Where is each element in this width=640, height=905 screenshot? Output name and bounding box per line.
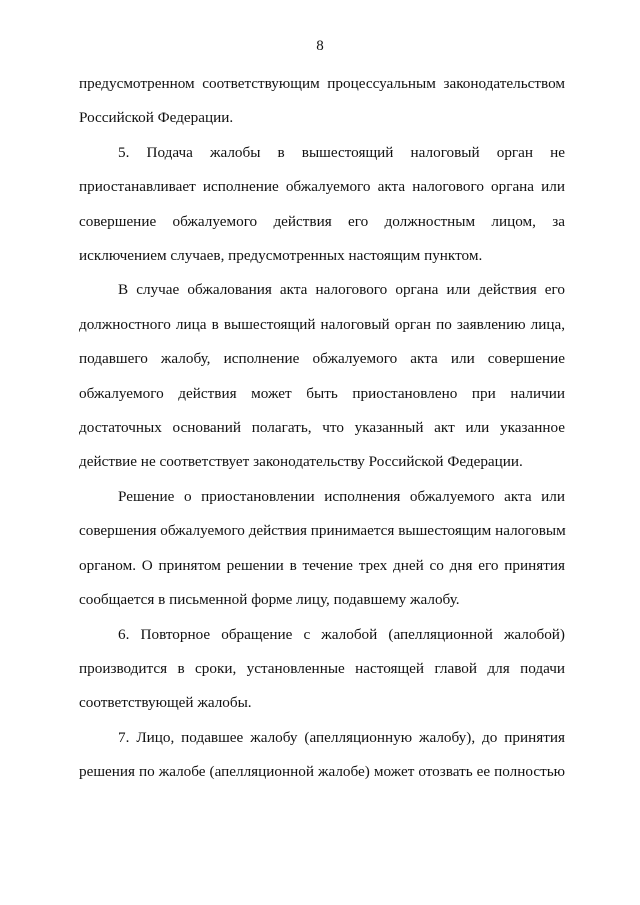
- text-line: предусмотренном соответствующим процессуальным законодательством: [79, 75, 565, 92]
- text-line: Российской Федерации.: [79, 109, 234, 127]
- text-line: обжалуемого действия может быть приостановлено при наличии: [79, 384, 565, 402]
- text-line: совершения обжалуемого действия принимается вышестоящим налоговым: [79, 522, 566, 540]
- text-line: Решение о приостановлении исполнения обжалуемого акта или: [118, 487, 565, 505]
- text-line: производится в сроки, установленные настоящей главой для подачи: [79, 659, 565, 677]
- text-line: сообщается в письменной форме лицу, подавшему жалобу.: [79, 591, 460, 609]
- paragraph-item-6: [79, 618, 565, 721]
- text-line: подавшего жалобу, исполнение обжалуемого акта или совершение: [79, 350, 565, 368]
- text-line: соответствующей жалобы.: [79, 694, 252, 712]
- paragraph-1: [79, 67, 565, 136]
- text-line: совершение обжалуемого действия его должностным лицом, за: [79, 212, 565, 230]
- text-line: исключением случаев, предусмотренных настоящим пунктом.: [79, 247, 483, 265]
- text-line: В случае обжалования акта налогового органа или действия его: [118, 281, 565, 299]
- text-line: 6. Повторное обращение с жалобой (апелляционной жалобой): [118, 625, 565, 643]
- text-line: решения по жалобе (апелляционной жалобе) может отозвать ее полностью: [79, 763, 565, 781]
- text-line: должностного лица в вышестоящий налоговый орган по заявлению лица,: [79, 315, 565, 333]
- text-line: достаточных оснований полагать, что указанный акт или указанное: [79, 419, 565, 437]
- page-number: 8: [316, 38, 324, 54]
- paragraph-suspension-decision: [79, 480, 565, 618]
- text-line: действие не соответствует законодательству Российской Федерации.: [79, 453, 523, 471]
- paragraph-item-7: [79, 721, 565, 790]
- text-line: 5. Подача жалобы в вышестоящий налоговый орган не: [118, 143, 565, 161]
- text-line: приостанавливает исполнение обжалуемого акта налогового органа или: [79, 178, 565, 196]
- text-line: органом. О принятом решении в течение трех дней со дня его принятия: [79, 556, 565, 574]
- document-body: [79, 67, 565, 790]
- paragraph-suspension-conditions: [79, 273, 565, 479]
- text-line: 7. Лицо, подавшее жалобу (апелляционную жалобу), до принятия: [118, 728, 565, 746]
- paragraph-item-5: [79, 136, 565, 274]
